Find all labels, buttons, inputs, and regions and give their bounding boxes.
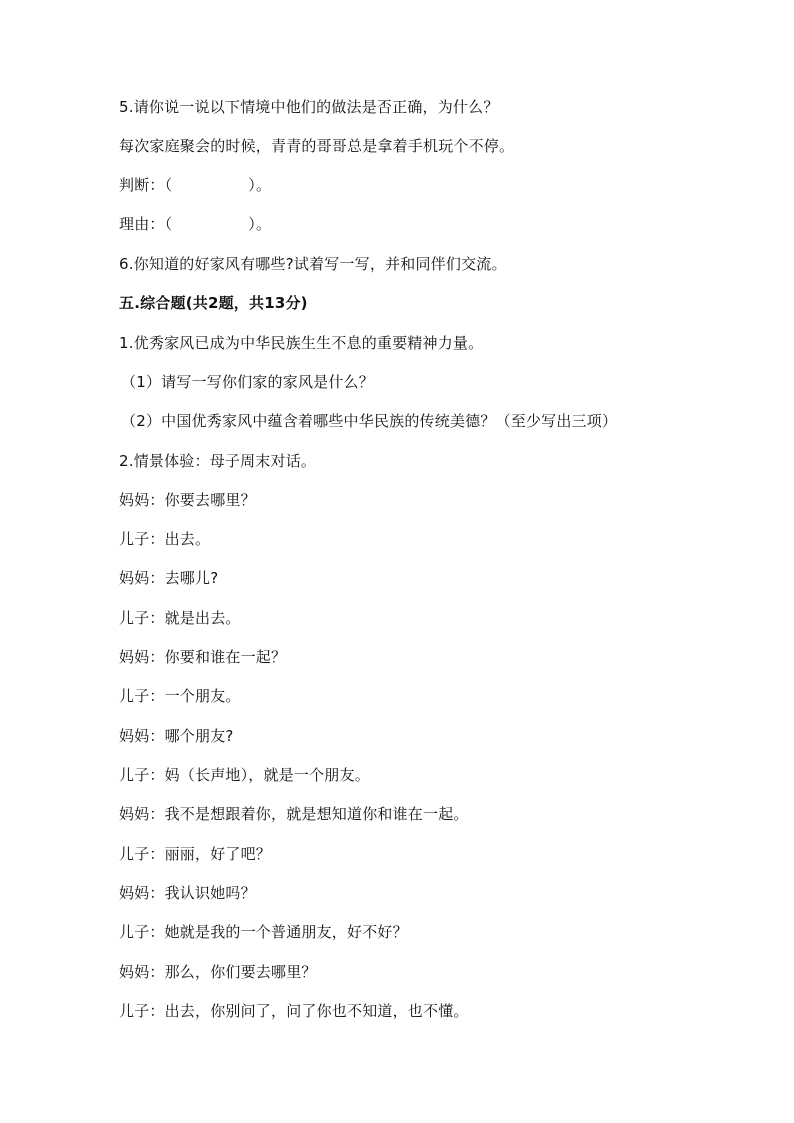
- dialogue-line: 儿子：她就是我的一个普通朋友，好不好？: [119, 923, 408, 941]
- question-5: 5.请你说一说以下情境中他们的做法是否正确，为什么？: [119, 98, 499, 116]
- question-6: 6.你知道的好家风有哪些?试着写一写，并和同伴们交流。: [119, 255, 507, 273]
- dialogue-line: 儿子：妈（长声地），就是一个朋友。: [119, 766, 370, 784]
- question-5-judgment: 判断：（ ）。: [119, 176, 272, 194]
- section-5-heading: 五.综合题(共2题，共13分): [119, 294, 308, 312]
- dialogue-line: 妈妈：哪个朋友?: [119, 727, 234, 745]
- dialogue-line: 儿子：出去。: [119, 530, 211, 548]
- dialogue-line: 儿子：丽丽，好了吧？: [119, 845, 272, 863]
- dialogue-line: 儿子：出去，你别问了，问了你也不知道，也不懂。: [119, 1002, 469, 1020]
- section-5-question-1-sub-2: （2）中国优秀家风中蕴含着哪些中华民族的传统美德？（至少写出三项）: [121, 412, 618, 430]
- dialogue-line: 妈妈：我认识她吗？: [119, 884, 256, 902]
- question-5-scenario: 每次家庭聚会的时候，青青的哥哥总是拿着手机玩个不停。: [119, 137, 515, 155]
- dialogue-line: 妈妈：你要去哪里？: [119, 491, 256, 509]
- dialogue-line: 儿子：一个朋友。: [119, 687, 241, 705]
- dialogue-line: 儿子：就是出去。: [119, 609, 241, 627]
- question-5-reason: 理由：（ ）。: [119, 215, 272, 233]
- dialogue-line: 妈妈：我不是想跟着你，就是想知道你和谁在一起。: [119, 805, 469, 823]
- dialogue-line: 妈妈：去哪儿?: [119, 569, 219, 587]
- dialogue-line: 妈妈：你要和谁在一起？: [119, 648, 287, 666]
- section-5-question-2: 2.情景体验：母子周末对话。: [119, 452, 317, 470]
- section-5-question-1-sub-1: （1）请写一写你们家的家风是什么？: [121, 373, 374, 391]
- section-5-question-1: 1.优秀家风已成为中华民族生生不息的重要精神力量。: [119, 334, 484, 352]
- dialogue-line: 妈妈：那么，你们要去哪里？: [119, 963, 317, 981]
